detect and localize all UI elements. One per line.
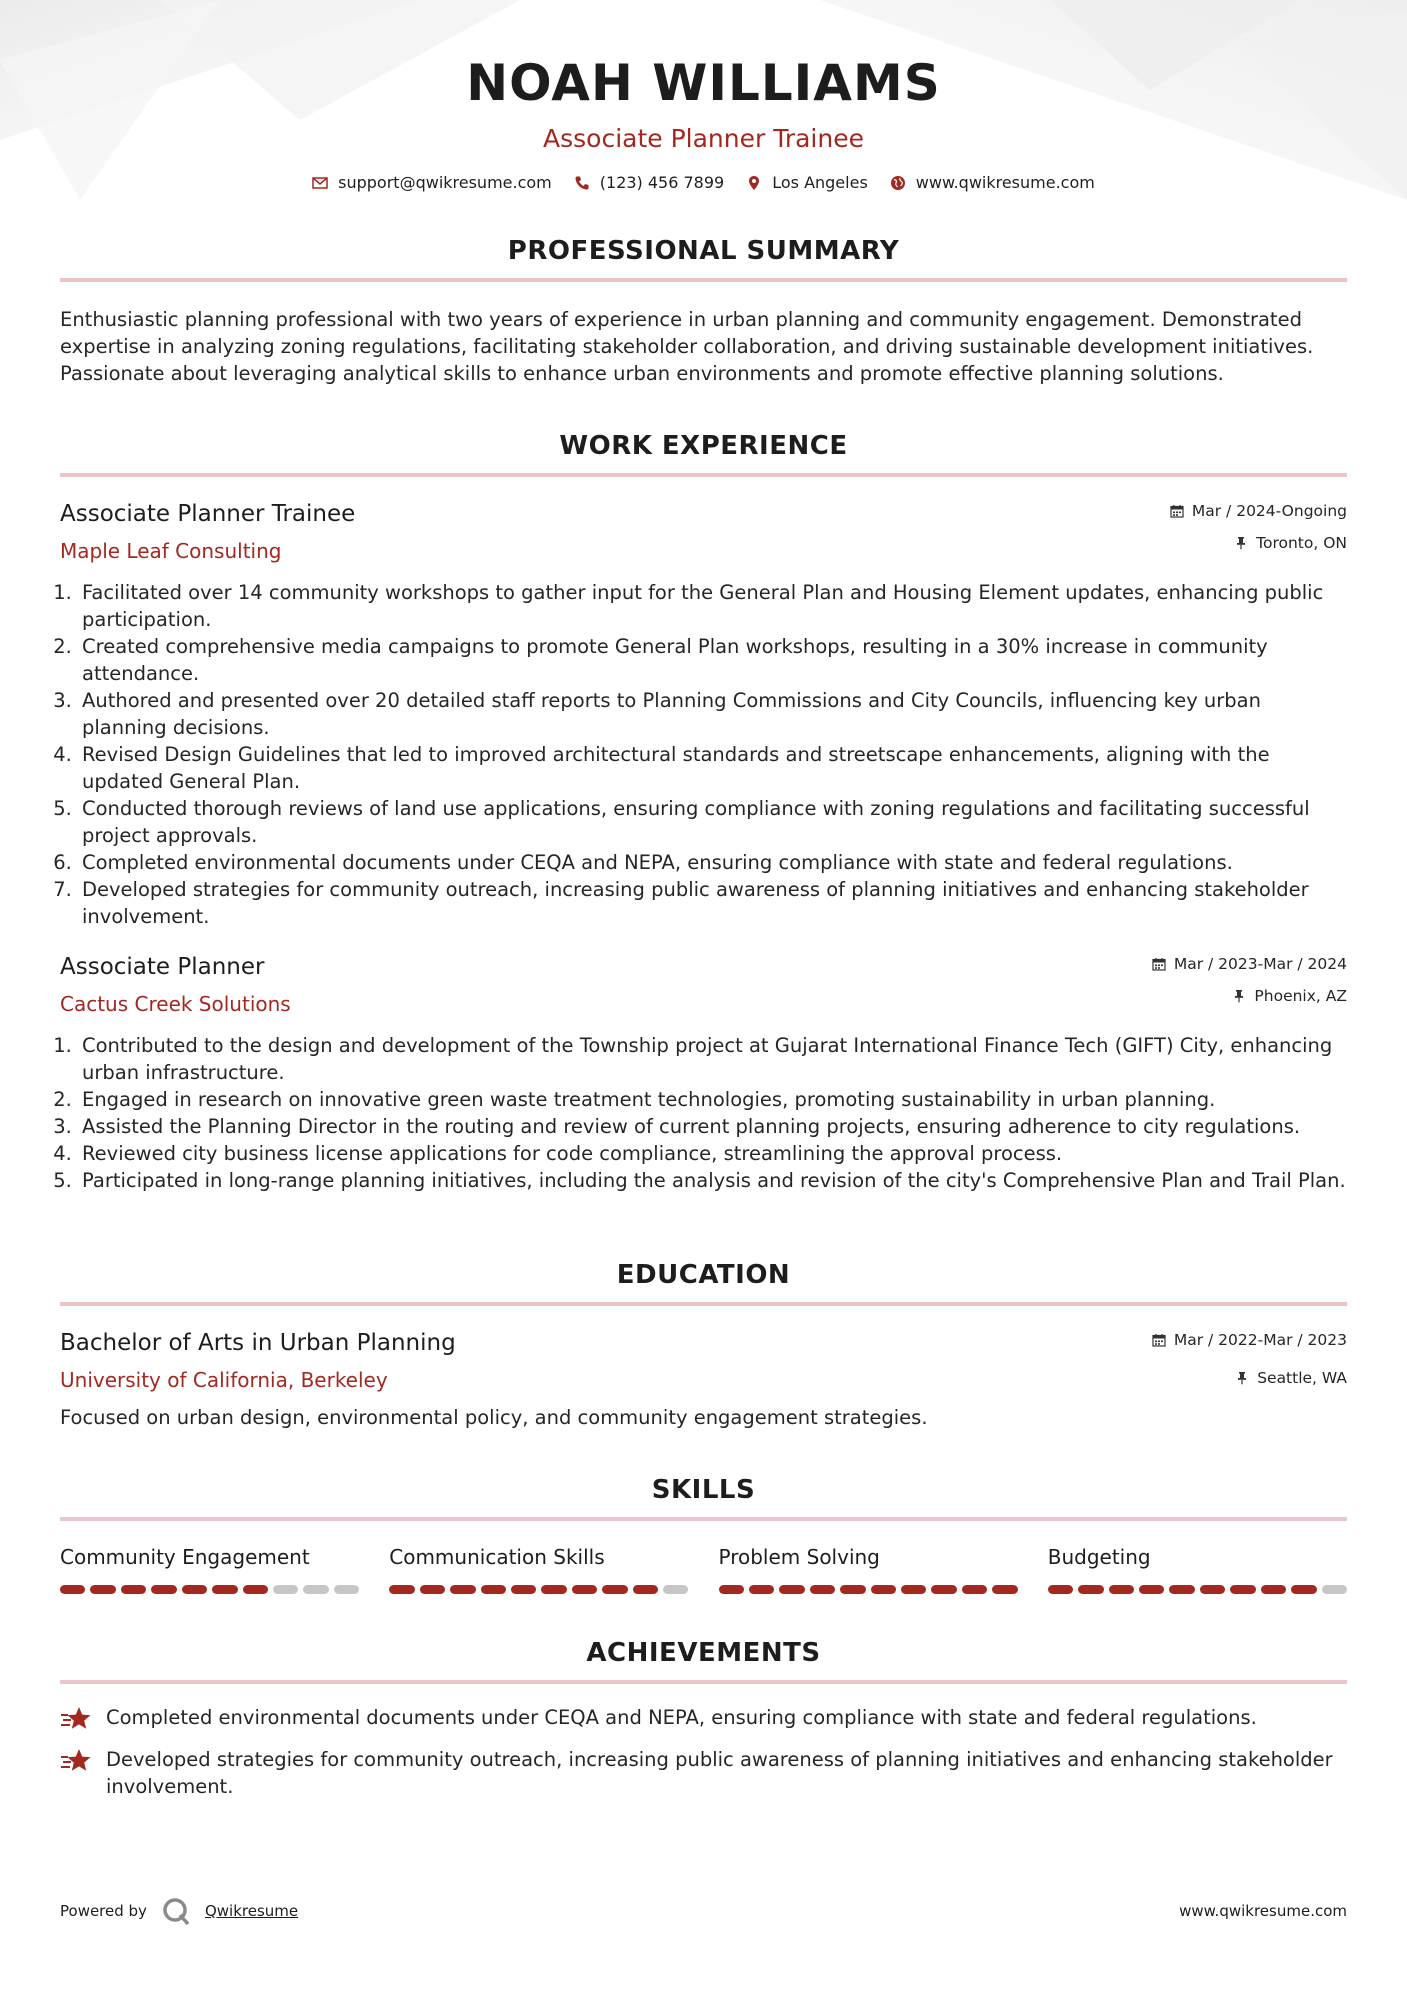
job-dates: Mar / 2023-Mar / 2024 [1173,955,1347,973]
calendar-icon [1152,1333,1166,1347]
skill-dot-filled [481,1585,506,1594]
skill-dot-filled [212,1585,237,1594]
job-location: Toronto, ON [1256,534,1347,552]
skill-dot-filled [1230,1585,1255,1594]
achievement-text: Developed strategies for community outreach, increasing public awareness of planning initiatives and enhancing stakeholder involvement. [106,1748,1333,1798]
summary-section [60,236,1347,387]
contact-location [746,173,868,192]
job-entry [60,501,1347,930]
skill-dot-filled [962,1585,987,1594]
location-text: Los Angeles [772,173,868,192]
star-icon [60,1706,92,1732]
skill-dot-filled [992,1585,1017,1594]
skill-dot-filled [1048,1585,1073,1594]
list-item: 6. Completed environmental documents under CEQA and NEPA, ensuring compliance with state and federal regulations. [78,849,1347,876]
education-dates: Mar / 2022-Mar / 2023 [1173,1331,1347,1349]
job-company: Maple Leaf Consulting [60,539,282,563]
qwikresume-logo-icon [161,1896,191,1926]
pushpin-icon [1234,536,1248,550]
education-description: Focused on urban design, environmental policy, and community engagement strategies. [60,1406,928,1429]
section-divider [60,1302,1347,1306]
globe-icon [890,175,906,191]
section-divider [60,1680,1347,1684]
skill-item [60,1545,359,1594]
envelope-icon [312,175,328,191]
job-title: Associate Planner Trainee [60,501,356,527]
skill-level-bar [719,1585,1018,1594]
summary-heading: PROFESSIONAL SUMMARY [507,236,900,266]
education-location: Seattle, WA [1257,1369,1347,1387]
achievements-heading: ACHIEVEMENTS [586,1638,821,1668]
skill-dot-filled [389,1585,414,1594]
skill-dot-filled [1291,1585,1316,1594]
section-divider [60,1517,1347,1521]
skill-dot-filled [1200,1585,1225,1594]
list-item: 2. Engaged in research on innovative green waste treatment technologies, promoting sustainability in urban planning. [78,1086,1347,1113]
website-text: www.qwikresume.com [915,173,1095,192]
phone-text: (123) 456 7899 [599,173,725,192]
experience-section [60,431,1347,1194]
calendar-icon [1152,957,1166,971]
school-name: University of California, Berkeley [60,1368,388,1392]
skill-name: Budgeting [1047,1545,1151,1569]
skill-dot-filled [60,1585,85,1594]
list-item: 1. Facilitated over 14 community workshops to gather input for the General Plan and Housing Element updates, enhancing public participation. [78,579,1347,633]
email-text: support@qwikresume.com [338,173,552,192]
achievement-text: Completed environmental documents under CEQA and NEPA, ensuring compliance with state and federal regulations. [106,1706,1257,1729]
skill-dot-filled [602,1585,627,1594]
list-item: 7. Developed strategies for community outreach, increasing public awareness of planning initiatives and enhancing stakeholder involvement. [78,876,1347,930]
phone-icon [574,175,590,191]
list-item: 3. Assisted the Planning Director in the routing and review of current planning projects, ensuring adherence to city regulations. [78,1113,1347,1140]
skill-name: Problem Solving [718,1545,880,1569]
map-pin-icon [746,175,762,191]
skill-dot-filled [719,1585,744,1594]
list-item: 3. Authored and presented over 20 detailed staff reports to Planning Commissions and City Councils, influencing key urban planning decisions. [78,687,1347,741]
skill-dot-empty [334,1585,359,1594]
education-section [60,1260,1347,1429]
job-location: Phoenix, AZ [1254,987,1347,1005]
achievement-item [60,1746,1347,1800]
list-item: 1. Contributed to the design and development of the Township project at Gujarat International Finance Tech (GIFT) City, enhancing urban infrastructure. [78,1032,1347,1086]
skill-dot-filled [1139,1585,1164,1594]
list-item: 4. Revised Design Guidelines that led to improved architectural standards and streetscape enhancements, aligning with the updated General Plan. [78,741,1347,795]
skill-level-bar [389,1585,688,1594]
section-divider [60,278,1347,282]
skill-name: Communication Skills [389,1545,605,1569]
skill-dot-filled [1261,1585,1286,1594]
skill-dot-filled [779,1585,804,1594]
skill-item [1048,1545,1347,1594]
skill-dot-filled [541,1585,566,1594]
skill-dot-filled [151,1585,176,1594]
degree-title: Bachelor of Arts in Urban Planning [60,1330,456,1356]
skills-grid [60,1545,1347,1594]
skill-dot-filled [1078,1585,1103,1594]
skill-dot-filled [810,1585,835,1594]
star-icon [60,1748,92,1774]
skill-dot-empty [273,1585,298,1594]
skill-dot-filled [572,1585,597,1594]
achievement-item [60,1704,1347,1732]
summary-text: Enthusiastic planning professional with two years of experience in urban planning and community engagement. Demonstrated expertise in analyzing zoning regulations, facilitating stakeholder collaboration, and driving sustainable development initiatives. Passionate about leveraging analytical skills to enhance urban environments and promote effective planning solutions. [60,308,1314,385]
list-item: 2. Created comprehensive media campaigns to promote General Plan workshops, resulting in a 30% increase in community attendance. [78,633,1347,687]
job-company: Cactus Creek Solutions [60,992,291,1016]
footer [60,1896,1347,1926]
brand-link[interactable]: Qwikresume [204,1902,299,1920]
contact-email[interactable] [312,173,552,192]
job-responsibilities [60,579,1347,930]
contact-website[interactable] [890,173,1095,192]
skill-level-bar [60,1585,359,1594]
skill-item [719,1545,1018,1594]
experience-heading: WORK EXPERIENCE [559,431,848,461]
job-responsibilities [60,1032,1347,1194]
job-dates: Mar / 2024-Ongoing [1191,502,1347,520]
skill-name: Community Engagement [60,1545,310,1569]
skill-dot-empty [303,1585,328,1594]
skill-dot-empty [663,1585,688,1594]
skill-dot-filled [121,1585,146,1594]
skill-dot-filled [450,1585,475,1594]
skill-dot-filled [90,1585,115,1594]
education-entry [60,1330,1347,1429]
powered-by [60,1896,298,1926]
pushpin-icon [1232,989,1246,1003]
skill-dot-filled [871,1585,896,1594]
contact-phone[interactable] [574,173,724,192]
pushpin-icon [1235,1371,1249,1385]
skill-dot-filled [1169,1585,1194,1594]
education-heading: EDUCATION [616,1260,791,1290]
skill-dot-filled [1109,1585,1134,1594]
footer-website-link[interactable]: www.qwikresume.com [1179,1902,1347,1920]
skill-dot-filled [243,1585,268,1594]
skill-dot-filled [511,1585,536,1594]
candidate-name: NOAH WILLIAMS [466,54,941,112]
skill-dot-filled [420,1585,445,1594]
skill-dot-filled [633,1585,658,1594]
skill-dot-filled [749,1585,774,1594]
powered-by-label: Powered by [60,1902,147,1920]
calendar-icon [1170,504,1184,518]
skill-dot-filled [901,1585,926,1594]
section-divider [60,473,1347,477]
skill-dot-filled [182,1585,207,1594]
contact-bar [60,173,1347,192]
job-entry [60,954,1347,1194]
skill-dot-empty [1322,1585,1347,1594]
achievements-section [60,1638,1347,1800]
skill-dot-filled [931,1585,956,1594]
candidate-role: Associate Planner Trainee [543,124,864,153]
skill-item [389,1545,688,1594]
job-title: Associate Planner [60,954,265,980]
skill-dot-filled [840,1585,865,1594]
list-item: 4. Reviewed city business license applications for code compliance, streamlining the approval process. [78,1140,1347,1167]
skills-section [60,1475,1347,1594]
list-item: 5. Conducted thorough reviews of land use applications, ensuring compliance with zoning regulations and facilitating successful project approvals. [78,795,1347,849]
list-item: 5. Participated in long-range planning initiatives, including the analysis and revision of the city's Comprehensive Plan and Trail Plan. [78,1167,1347,1194]
skill-level-bar [1048,1585,1347,1594]
skills-heading: SKILLS [651,1475,756,1505]
